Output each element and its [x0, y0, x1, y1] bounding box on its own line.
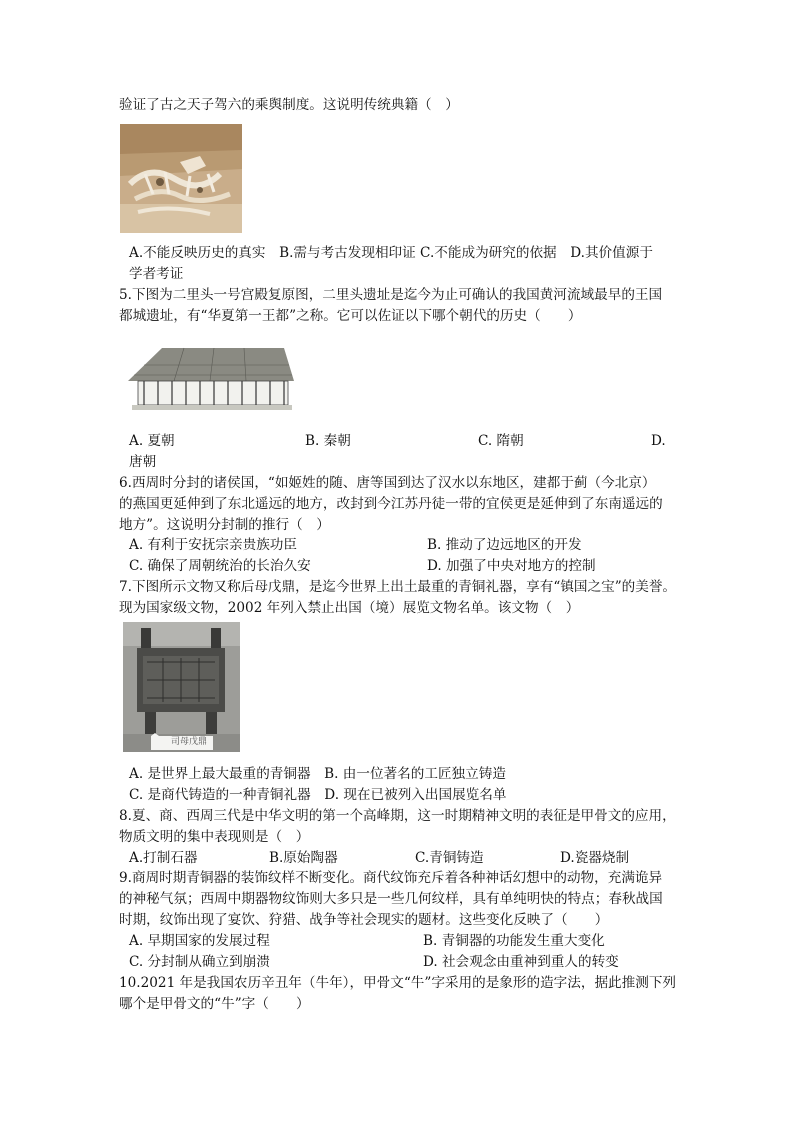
- q5-option-d: D.: [651, 433, 666, 449]
- q9-option-d: D. 社会观念由重神到重人的转变: [423, 954, 619, 970]
- q7-options-line2: C. 是商代铸造的一种青铜礼器 D. 现在已被列入出国展览名单: [129, 787, 507, 803]
- horse-chariot-pit-photo: [120, 124, 242, 233]
- q8-stem-line2: 物质文明的集中表现则是（ ）: [119, 829, 310, 845]
- q8-option-b: B.原始陶器: [269, 850, 338, 866]
- q6-option-a: A. 有利于安抚宗亲贵族功臣: [129, 537, 297, 553]
- q5-option-a: A. 夏朝: [129, 433, 175, 449]
- q9-stem-line3: 时期，纹饰出现了宴饮、狩猎、战争等社会现实的题材。这些变化反映了（ ）: [119, 912, 609, 928]
- q6-stem-line1: 6.西周时分封的诸侯国，“如姬姓的随、唐等国到达了汉水以东地区，建都于蓟（今北京）: [119, 475, 656, 491]
- q6-option-b: B. 推动了边远地区的开发: [427, 537, 582, 553]
- q9-stem-line2: 的神秘气氛；西周中期器物纹饰则大多只是一些几何纹样，具有单纯明快的特点；春秋战国: [119, 891, 663, 907]
- q7-options-line1: A. 是世界上最大最重的青铜器 B. 由一位著名的工匠独立铸造: [129, 766, 506, 782]
- erlitou-palace-drawing: [124, 345, 296, 412]
- q10-stem-line2: 哪个是甲骨文的“牛”字（ ）: [119, 996, 310, 1012]
- q8-option-d: D.瓷器烧制: [560, 850, 630, 866]
- q6-option-c: C. 确保了周朝统治的长治久安: [129, 558, 311, 574]
- q4-options-line2: 学者考证: [129, 266, 184, 282]
- q6-option-d: D. 加强了中央对地方的控制: [427, 558, 596, 574]
- q5-stem-line1: 5.下图为二里头一号宫殿复原图，二里头遗址是迄今为止可确认的我国黄河流域最早的王国: [119, 287, 663, 303]
- q4-stem-tail: 验证了古之天子驾六的乘舆制度。这说明传统典籍（ ）: [119, 97, 459, 113]
- q7-stem-line2: 现为国家级文物，2002 年列入禁止出国（境）展览文物名单。该文物（ ）: [119, 600, 580, 616]
- q5-stem-line2: 都城遗址，有“华夏第一王都”之称。它可以佐证以下哪个朝代的历史（ ）: [119, 308, 582, 324]
- q8-option-c: C.青铜铸造: [415, 850, 484, 866]
- q7-stem-line1: 7.下图所示文物又称后母戊鼎，是迄今世界上出土最重的青铜礼器，享有“镇国之宝”的美誉。: [119, 579, 677, 595]
- q5-option-d-text: 唐朝: [129, 454, 157, 470]
- q6-stem-line2: 的燕国更延伸到了东北遥远的地方，改封到今江苏丹徒一带的宜侯更是延伸到了东南遥远的: [119, 496, 663, 512]
- q9-stem-line1: 9.商周时期青铜器的装饰纹样不断变化。商代纹饰充斥着各种神话幻想中的动物，充满诡异: [119, 870, 663, 886]
- q9-option-b: B. 青铜器的功能发生重大变化: [423, 933, 605, 949]
- q5-option-c: C. 隋朝: [478, 433, 524, 449]
- q9-option-a: A. 早期国家的发展过程: [129, 933, 270, 949]
- q4-options-line1: A.不能反映历史的真实 B.需与考古发现相印证 C.不能成为研究的依据 D.其价值源于: [129, 245, 653, 261]
- q10-stem-line1: 10.2021 年是我国农历辛丑年（牛年），甲骨文“牛”字采用的是象形的造字法，据此推测下列: [119, 975, 677, 991]
- q6-stem-line3: 地方”。这说明分封制的推行（ ）: [119, 517, 330, 533]
- simuwu-ding-photo: [123, 622, 240, 752]
- q8-stem-line1: 8.夏、商、西周三代是中华文明的第一个高峰期，这一时期精神文明的表征是甲骨文的应用，: [119, 808, 676, 824]
- q5-option-b: B. 秦朝: [305, 433, 351, 449]
- ding-photo-caption: 司母戊鼎: [171, 737, 208, 747]
- q8-option-a: A.打制石器: [129, 850, 198, 866]
- q9-option-c: C. 分封制从确立到崩溃: [129, 954, 270, 970]
